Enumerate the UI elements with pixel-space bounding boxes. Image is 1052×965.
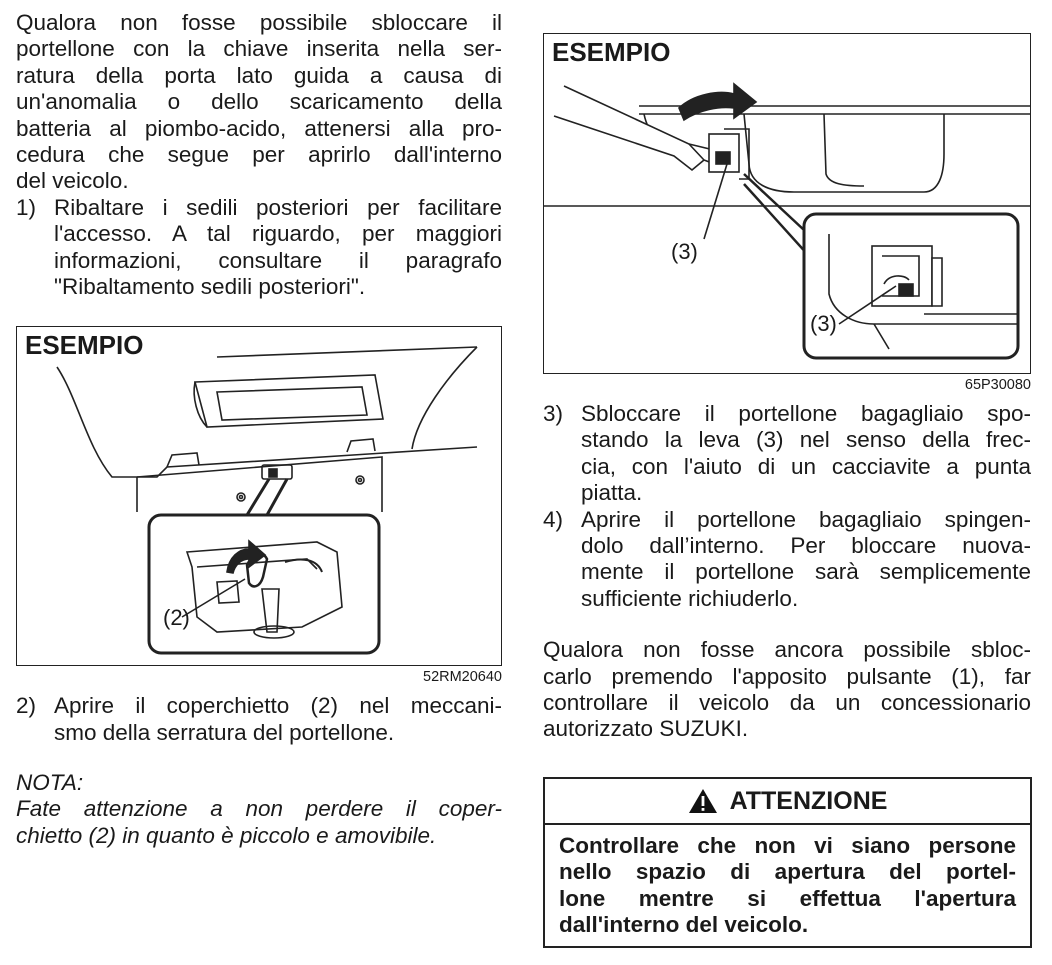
figure-title: ESEMPIO	[552, 37, 671, 67]
figure-code: 52RM20640	[423, 669, 502, 686]
warning-box	[543, 777, 1032, 948]
step-number: 3)	[543, 401, 564, 426]
right-column	[543, 33, 1031, 743]
callout-lever-3: (3)	[671, 239, 698, 264]
step-3: 3) Sbloccare il portellone bagagliaio spo- stando la leva (3) nel senso della frec- cia, con l'aiuto di un cacciavite a punta piatta.	[543, 401, 1031, 506]
figure-tailgate-cover	[16, 326, 502, 666]
warning-triangle-icon	[688, 788, 718, 814]
step-number: 1)	[16, 194, 37, 220]
step-number: 2)	[16, 693, 37, 719]
tailgate-cover-illustration	[17, 327, 502, 666]
intro-paragraph: Qualora non fosse possibile sbloccare il portellone con la chiave inserita nella ser- ratura della porta lato guida a causa di un'anomalia o dello scaricamento della batteria al piombo-acido, attenersi alla pro- cedura che segue per aprirlo dall'interno del veicolo.	[16, 10, 502, 194]
warning-title: ATTENZIONE	[729, 786, 888, 815]
callout-inset-lever-3: (3)	[810, 311, 837, 336]
step-1: 1) Ribaltare i sedili posteriori per facilitare l'accesso. A tal riguardo, per maggiori informazioni, consultare il paragrafo "Ribaltamento sedili posteriori".	[16, 194, 502, 300]
lever-illustration	[544, 34, 1031, 374]
left-column	[16, 10, 502, 849]
figure-lever	[543, 33, 1031, 374]
note-body: Fate attenzione a non perdere il coper- chietto (2) in quanto è piccolo e amovibile.	[16, 796, 502, 848]
step-2: 2) Aprire il coperchietto (2) nel meccani- smo della serratura del portellone.	[16, 693, 502, 745]
step-4: 4) Aprire il portellone bagagliaio spingen- dolo dall’interno. Per bloccare nuova- mente il portellone sarà semplicemente sufficiente richiuderlo.	[543, 506, 1031, 611]
step-number: 4)	[543, 506, 564, 532]
warning-header	[545, 779, 1030, 825]
figure-title: ESEMPIO	[25, 330, 144, 361]
outro-paragraph: Qualora non fosse ancora possibile sbloc- carlo premendo l'apposito pulsante (1), far controllare il veicolo da un concessionario autorizzato SUZUKI.	[543, 637, 1031, 742]
callout-cover-2: (2)	[163, 605, 190, 631]
figure-code: 65P30080	[964, 377, 1031, 393]
note-title: NOTA:	[16, 770, 84, 796]
warning-body: Controllare che non vi siano persone nello spazio di apertura del portel- lone mentre si effettua l'apertura dall'interno del veicolo.	[559, 833, 1016, 938]
